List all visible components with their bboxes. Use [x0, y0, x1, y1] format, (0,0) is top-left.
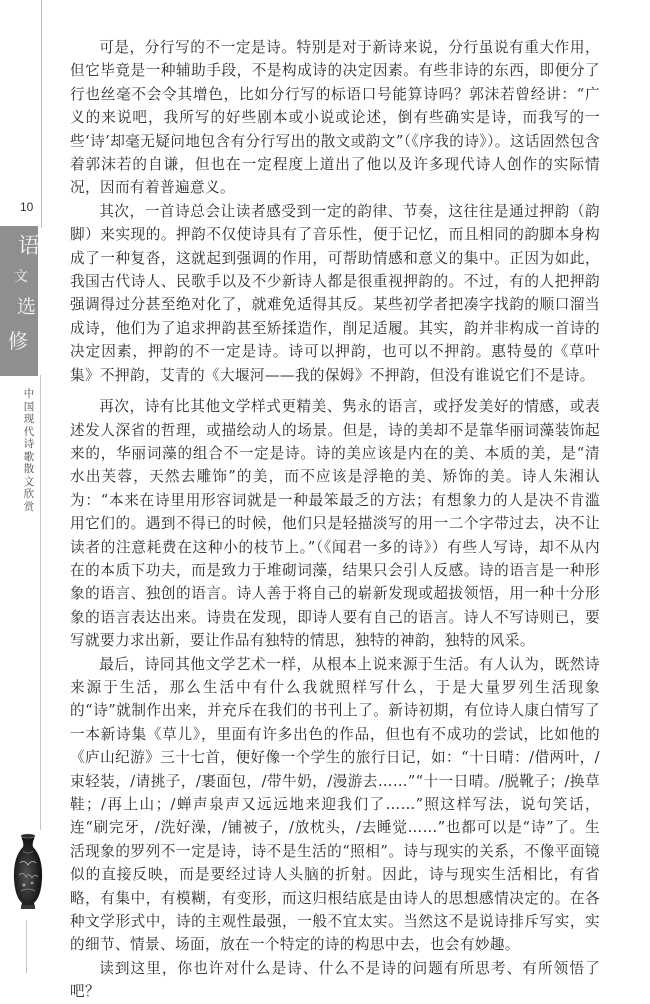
series-title-char: 修 — [8, 329, 28, 353]
margin-rule-middle — [40, 375, 41, 830]
paragraph: 读到这里，你也许对什么是诗、什么不是诗的问题有所思考、有所领悟了吧？ — [70, 959, 600, 1001]
series-title-char: 选 — [16, 296, 36, 318]
paragraph: 其次，一首诗总会让读者感受到一定的韵律、节奏，这往往是通过押韵（韵脚）来实现的。押韵不仅使诗具有了音乐性，便于记忆，而且相同的韵脚本身构成了一种复沓，这就起到强调的作用，可帮助情感和意义的集中。正因为如此，我国古代诗人、民歌手以及不少新诗人都是很重视押韵的。不过，有的人把押韵强调得过分甚至绝对化了，就难免适得其反。某些初学者把凑字找韵的顺口溜当成诗，他们为了追求押韵甚至矫揉造作，削足适履。其实，韵并非构成一首诗的决定因素，押韵的不一定是诗。诗可以押韵，也可以不押韵。惠特曼的《草叶集》不押韵，艾青的《大堰河——我的保姆》不押韵，但没有谁说它们不是诗。 — [70, 202, 600, 384]
series-title-band — [0, 226, 38, 376]
margin-rule-bottom — [26, 920, 27, 973]
paragraph: 最后，诗同其他文学艺术一样，从根本上说来源于生活。有人认为，既然诗来源于生活，那么生活中有什么我就照样写什么，于是大量罗列生活现象的“诗”就制作出来，并充斥在我们的书刊上了。新诗初期，有位诗人康白情写了一本新诗集《草儿》，里面有许多出色的作品，但也有不成功的尝试，比如他的《庐山纪游》三十七首，便好像一个学生的旅行日记，如：“十日晴：/借两叶，/束轻装，/请挑子，/裹面包，/带牛奶，/漫游去……”“十一日晴。/脱靴子；/换草鞋；/再上山；/蝉声泉声又远远地来迎我们了……”照这样写法，说句笑话，连“刷完牙，/洗好澡，/铺被子，/放枕头，/去睡觉……”也都可以是“诗”了。生活现象的罗列不一定是诗，诗不是生活的“照相”。诗与现实的关系，不像平面镜似的直接反映，而是要经过诗人头脑的折射。因此，诗与现实生活相比，有省略，有集中，有模糊，有变形，而这归根结底是由诗人的思想感情决定的。在各种文学形式中，诗的主观性最强，一般不宜太实。当然这不是说诗排斥写实，实的细节、情景、场面，放在一个特定的诗的构思中去，也会有妙趣。 — [70, 655, 600, 954]
margin-rule-top — [41, 0, 42, 228]
page-number: 10 — [20, 200, 34, 214]
series-title-char: 文 — [14, 269, 28, 285]
series-title-char: 语 — [17, 234, 40, 259]
body-text — [70, 36, 600, 1004]
paragraph: 再次，诗有比其他文学样式更精美、隽永的语言，或抒发美好的情感，或表述发人深省的哲理，或描绘动人的场景。但是，诗的美却不是靠华丽词藻装饰起来的，华丽词藻的组合不一定是诗。诗的美应该是内在的美、本质的美，是“清水出芙蓉，天然去雕饰”的美，而不应该是浮艳的美、矫饰的美。诗人朱湘认为：“本来在诗里用形容词就是一种最笨最乏的方法；有想象力的人是决不肯滥用它们的。遇到不得已的时候，他们只是轻描淡写的用一二个字带过去，决不让读者的注意耗费在这种小的枝节上。”（《闻君一多的诗》）有些人写诗，却不从内在的本质下功夫，而是致力于堆砌词藻，结果只会引人反感。诗的语言是一种形象的语言、独创的语言。诗人善于将自己的崭新发现或超拔领悟，用一种十分形象的语言表达出来。诗贵在发现，即诗人要有自己的语言。诗人不写诗则已，要写就要力求出新，要让作品有独特的情思，独特的神韵，独特的风采。 — [70, 398, 600, 650]
book-title-vertical: 中国现代诗歌散文欣赏 — [23, 388, 35, 513]
paragraph: 可是，分行写的不一定是诗。特别是对于新诗来说，分行虽说有重大作用，但它毕竟是一种辅助手段，不是构成诗的决定因素。有些非诗的东西，即便分了行也丝毫不会令其增色，比如分行写的标语口号能算诗吗？郭沫若曾经讲：“广义的来说吧，我所写的好些剧本或小说或论述，倒有些确实是诗，而我写的一些‘诗’却毫无疑问地包含有分行写出的散文或韵文”（《序我的诗》）。这话固然包含着郭沫若的自谦，但也在一定程度上道出了他以及许多现代诗人创作的实际情况，因而有着普遍意义。 — [70, 39, 600, 197]
vase-icon — [12, 833, 44, 919]
